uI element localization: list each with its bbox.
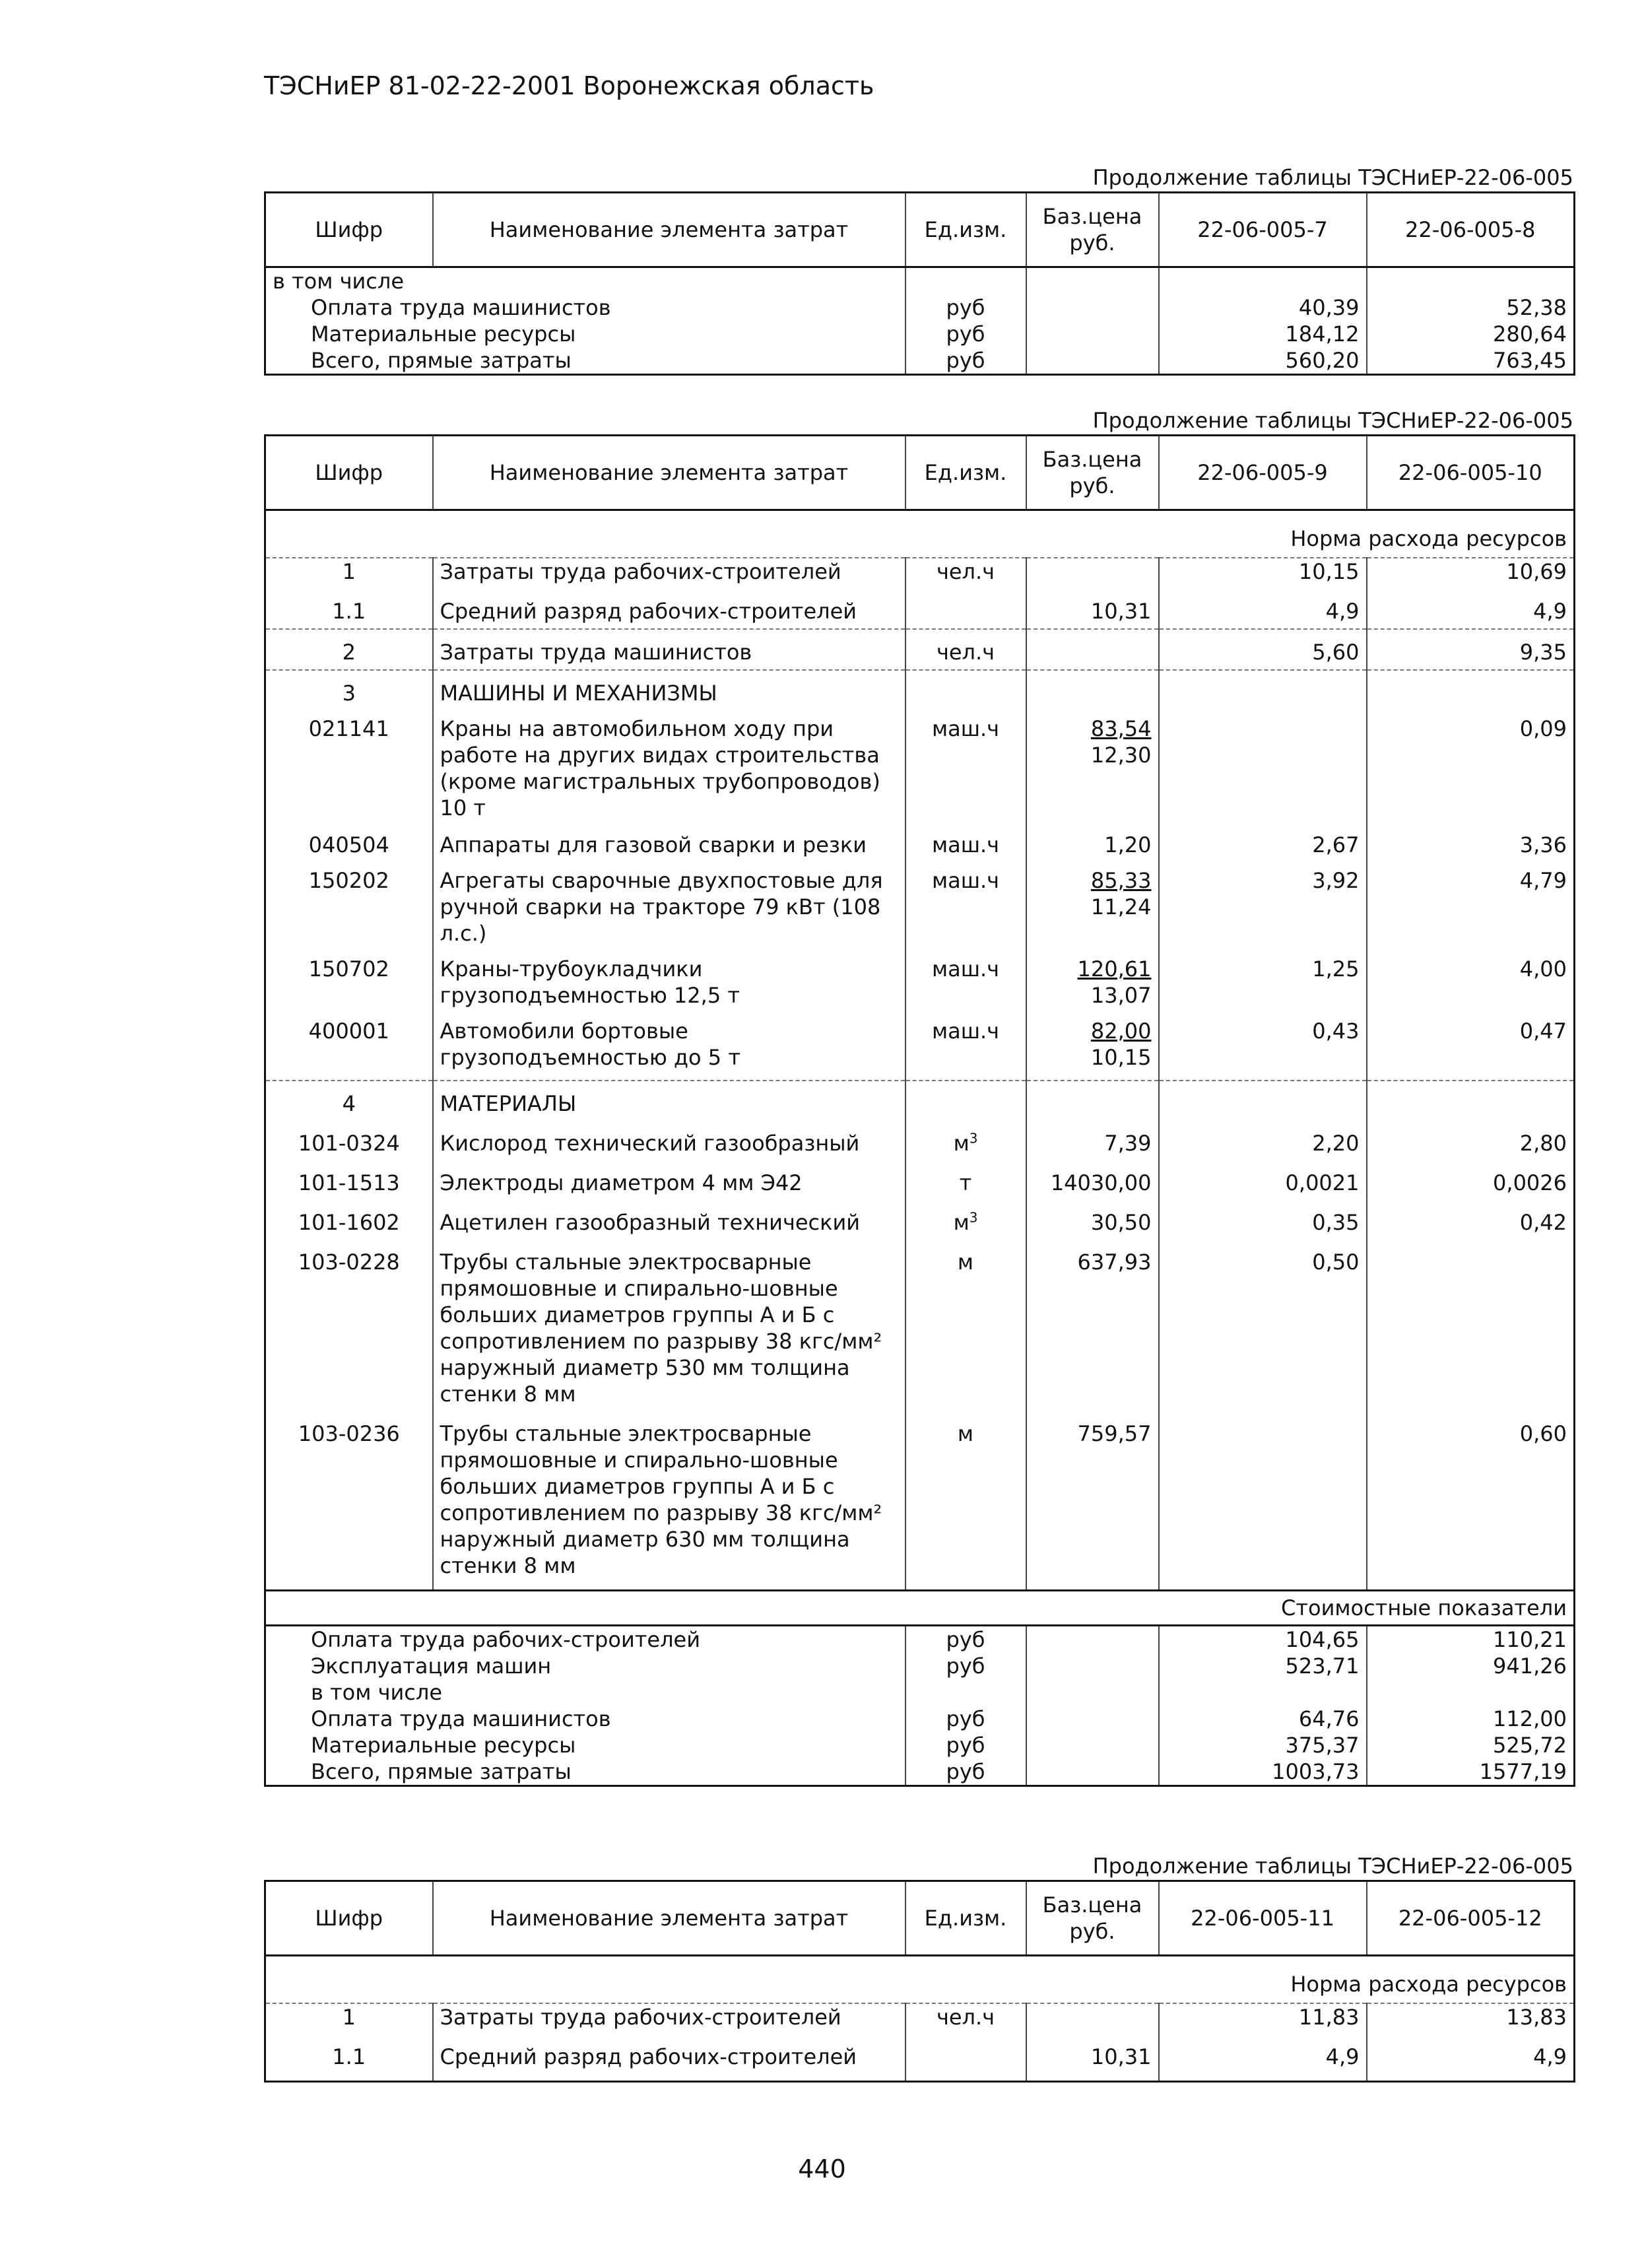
value-a: 523,71 (1159, 1653, 1367, 1679)
value-b: 4,9 (1367, 2034, 1575, 2082)
row-name: Всего, прямые затраты (311, 1759, 572, 1784)
row-unit: т (959, 1170, 972, 1195)
row-name: Трубы стальные электросварные прямошовные и спирально-шовные больших диаметров группы А и Б с сопротивлением по разрыву 38 кгс/мм² наружный диаметр 530 мм толщина стенки 8 мм (433, 1236, 905, 1407)
row-price: 7,39 (1026, 1117, 1159, 1156)
value-a (1159, 1679, 1367, 1706)
value-b: 13,83 (1367, 2003, 1575, 2034)
row-code: 1 (265, 2003, 433, 2034)
section-label: Норма расхода ресурсов (1290, 526, 1567, 551)
value-b: 110,21 (1367, 1626, 1575, 1653)
table-row (265, 1407, 1575, 1591)
row-name: Оплата труда машинистов (311, 1706, 611, 1731)
value-b: 763,45 (1367, 347, 1575, 375)
value-b: 52,38 (1367, 294, 1575, 321)
section-header-materials (265, 1081, 1575, 1117)
row-code: 1 (265, 558, 433, 589)
row-code: 3 (265, 670, 433, 706)
table-row (265, 1706, 1575, 1732)
row-name: Эксплуатация машин (311, 1653, 552, 1679)
row-price-operator: 11,24 (1090, 894, 1152, 919)
row-price: 30,50 (1026, 1196, 1159, 1236)
table-row (265, 1732, 1575, 1758)
row-unit: чел.ч (905, 558, 1026, 589)
row-price: 1,20 (1026, 822, 1159, 858)
table-row (265, 1626, 1575, 1653)
row-code: 4 (265, 1081, 433, 1117)
value-a: 375,37 (1159, 1732, 1367, 1758)
row-unit: маш.ч (905, 822, 1026, 858)
page-number: 440 (798, 2154, 846, 2184)
value-b: 2,80 (1367, 1117, 1575, 1156)
table-row (265, 347, 1575, 375)
table-row (265, 706, 1575, 822)
header-name: Наименование элемента затрат (433, 193, 905, 267)
unit-superscript: 3 (969, 1130, 978, 1147)
table-row (265, 1196, 1575, 1236)
row-unit: чел.ч (905, 629, 1026, 670)
value-b: 0,09 (1367, 706, 1575, 822)
header-name: Наименование элемента затрат (433, 436, 905, 510)
row-name: Материальные ресурсы (311, 321, 576, 347)
value-a: 1003,73 (1159, 1758, 1367, 1786)
value-b: 4,9 (1367, 589, 1575, 629)
value-b: 941,26 (1367, 1653, 1575, 1679)
table-row (265, 858, 1575, 947)
row-name: Трубы стальные электросварные прямошовные и спирально-шовные больших диаметров группы А и Б с сопротивлением по разрыву 38 кгс/мм² наружный диаметр 630 мм толщина стенки 8 мм (433, 1407, 905, 1591)
row-unit: руб (905, 1706, 1026, 1732)
row-price (1026, 558, 1159, 589)
resource-table-2 (264, 434, 1575, 1787)
header-unit: Ед.изм. (905, 436, 1026, 510)
value-a (1159, 706, 1367, 822)
value-a: 1,25 (1159, 947, 1367, 1009)
row-name: в том числе (311, 1680, 442, 1705)
row-unit: м (957, 1421, 974, 1446)
value-a: 10,15 (1159, 558, 1367, 589)
row-price: 85,33 (1090, 868, 1152, 893)
value-a: 560,20 (1159, 347, 1367, 375)
value-b: 1577,19 (1367, 1758, 1575, 1786)
value-a: 64,76 (1159, 1706, 1367, 1732)
table-caption: Продолжение таблицы ТЭСНиЕР-22-06-005 (1092, 165, 1573, 190)
value-a: 2,20 (1159, 1117, 1367, 1156)
header-price: Баз.цена руб. (1026, 436, 1159, 510)
value-b: 280,64 (1367, 321, 1575, 347)
header-code: Шифр (265, 1881, 433, 1956)
table-row (265, 558, 1575, 589)
value-a: 4,9 (1159, 589, 1367, 629)
row-price: 14030,00 (1026, 1156, 1159, 1196)
row-code: 101-1602 (298, 1210, 400, 1235)
table-row (265, 294, 1575, 321)
value-a: 0,43 (1159, 1009, 1367, 1081)
row-name: Средний разряд рабочих-строителей (433, 2034, 905, 2082)
value-b: 0,42 (1367, 1196, 1575, 1236)
row-name: Затраты труда рабочих-строителей (433, 558, 905, 589)
row-name: Материальные ресурсы (311, 1733, 576, 1758)
row-unit: м (957, 1250, 974, 1275)
row-unit: руб (905, 347, 1026, 375)
row-unit: маш.ч (905, 858, 1026, 947)
row-name: Аппараты для газовой сварки и резки (433, 822, 905, 858)
table-row (265, 2003, 1575, 2034)
row-unit: м (953, 1131, 970, 1156)
row-code: 2 (265, 629, 433, 670)
table-row (265, 1653, 1575, 1679)
unit-superscript: 3 (969, 1209, 978, 1226)
section-label: Стоимостные показатели (265, 1591, 1575, 1626)
table-row (265, 589, 1575, 629)
row-price: 10,31 (1026, 2034, 1159, 2082)
table-row (265, 1156, 1575, 1196)
row-name: Электроды диаметром 4 мм Э42 (433, 1156, 905, 1196)
row-unit: руб (905, 294, 1026, 321)
document-header: ТЭСНиЕР 81-02-22-2001 Воронежская область (264, 71, 874, 100)
row-code: 103-0228 (298, 1250, 400, 1275)
header-unit: Ед.изм. (905, 193, 1026, 267)
table-caption: Продолжение таблицы ТЭСНиЕР-22-06-005 (1092, 408, 1573, 433)
row-unit: м (953, 1210, 970, 1235)
table-row (265, 629, 1575, 670)
row-code: 021141 (308, 716, 389, 741)
header-price: Баз.цена руб. (1026, 1881, 1159, 1956)
value-a: 40,39 (1159, 294, 1367, 321)
value-a: 0,0021 (1159, 1156, 1367, 1196)
header-col-b: 22-06-005-12 (1367, 1881, 1575, 1956)
section-label: Норма расхода ресурсов (1290, 1972, 1567, 1997)
value-b: 10,69 (1367, 558, 1575, 589)
row-unit: маш.ч (905, 1009, 1026, 1081)
row-price-operator: 12,30 (1090, 743, 1152, 768)
value-b: 0,60 (1367, 1407, 1575, 1591)
row-code: 101-0324 (298, 1131, 400, 1156)
section-header-machines (265, 670, 1575, 706)
row-price: 10,31 (1026, 589, 1159, 629)
row-price: 637,93 (1026, 1236, 1159, 1407)
row-unit: маш.ч (905, 947, 1026, 1009)
resource-table-1 (264, 191, 1575, 376)
row-name: в том числе (273, 269, 404, 294)
row-code: 101-1513 (298, 1170, 400, 1195)
table-row (265, 947, 1575, 1009)
row-name: Ацетилен газообразный технический (433, 1196, 905, 1236)
row-name: Затраты труда машинистов (433, 629, 905, 670)
header-col-a: 22-06-005-7 (1159, 193, 1367, 267)
row-code: 1.1 (332, 599, 366, 624)
header-name: Наименование элемента затрат (433, 1881, 905, 1956)
resource-table-3 (264, 1880, 1575, 2083)
row-unit: руб (905, 1653, 1026, 1679)
section-title: МАШИНЫ И МЕХАНИЗМЫ (433, 670, 905, 706)
header-price: Баз.цена руб. (1026, 193, 1159, 267)
section-title: МАТЕРИАЛЫ (433, 1081, 905, 1117)
table-row (265, 1679, 1575, 1706)
value-b: 4,00 (1367, 947, 1575, 1009)
value-b: 0,0026 (1367, 1156, 1575, 1196)
value-b: 112,00 (1367, 1706, 1575, 1732)
row-name: Краны на автомобильном ходу при работе на других видах строительства (кроме магистральных трубопроводов) 10 т (433, 706, 905, 822)
row-name: Агрегаты сварочные двухпостовые для ручной сварки на тракторе 79 кВт (108 л.с.) (433, 858, 905, 947)
table-row (265, 2034, 1575, 2082)
row-code: 150202 (308, 868, 389, 893)
row-unit: руб (905, 1732, 1026, 1758)
row-unit: руб (905, 321, 1026, 347)
row-name: Кислород технический газообразный (433, 1117, 905, 1156)
row-unit (905, 2034, 1026, 2082)
row-price: 120,61 (1077, 956, 1152, 982)
row-code: 400001 (308, 1018, 389, 1044)
row-price-operator: 10,15 (1090, 1045, 1152, 1070)
table-caption: Продолжение таблицы ТЭСНиЕР-22-06-005 (1092, 1853, 1573, 1879)
value-a: 5,60 (1159, 629, 1367, 670)
value-b: 9,35 (1367, 629, 1575, 670)
row-price (1026, 2003, 1159, 2034)
value-b (1367, 1679, 1575, 1706)
row-name: Всего, прямые затраты (311, 348, 572, 373)
value-a (1159, 1407, 1367, 1591)
row-name: Средний разряд рабочих-строителей (433, 589, 905, 629)
row-code: 150702 (308, 956, 389, 982)
value-a: 184,12 (1159, 321, 1367, 347)
value-b (1367, 1236, 1575, 1407)
header-col-a: 22-06-005-11 (1159, 1881, 1367, 1956)
value-a: 3,92 (1159, 858, 1367, 947)
row-price: 759,57 (1026, 1407, 1159, 1591)
row-code: 040504 (308, 832, 389, 857)
header-unit: Ед.изм. (905, 1881, 1026, 1956)
row-code: 1.1 (332, 2044, 366, 2069)
row-unit: маш.ч (905, 706, 1026, 822)
table-row (265, 267, 1575, 295)
row-unit: руб (905, 1626, 1026, 1653)
value-b: 0,47 (1367, 1009, 1575, 1081)
row-name: Оплата труда машинистов (311, 295, 611, 320)
row-name: Автомобили бортовые грузоподъемностью до 5 т (433, 1009, 905, 1081)
header-col-b: 22-06-005-10 (1367, 436, 1575, 510)
row-code: 103-0236 (298, 1421, 400, 1446)
row-unit: руб (905, 1758, 1026, 1786)
value-a: 0,35 (1159, 1196, 1367, 1236)
header-code: Шифр (265, 436, 433, 510)
row-name: Краны-трубоукладчики грузоподъемностью 12,5 т (433, 947, 905, 1009)
value-a: 0,50 (1159, 1236, 1367, 1407)
row-price: 83,54 (1090, 716, 1152, 741)
value-b: 525,72 (1367, 1732, 1575, 1758)
row-price-operator: 13,07 (1090, 983, 1152, 1008)
value-a: 4,9 (1159, 2034, 1367, 2082)
value-a: 2,67 (1159, 822, 1367, 858)
table-row (265, 1009, 1575, 1081)
header-code: Шифр (265, 193, 433, 267)
header-col-b: 22-06-005-8 (1367, 193, 1575, 267)
table-row (265, 1758, 1575, 1786)
header-col-a: 22-06-005-9 (1159, 436, 1367, 510)
table-row (265, 1236, 1575, 1407)
row-price: 82,00 (1090, 1018, 1152, 1044)
table-row (265, 321, 1575, 347)
value-a: 104,65 (1159, 1626, 1367, 1653)
row-unit: чел.ч (905, 2003, 1026, 2034)
value-a: 11,83 (1159, 2003, 1367, 2034)
row-price (1026, 629, 1159, 670)
table-row (265, 1117, 1575, 1156)
row-name: Оплата труда рабочих-строителей (265, 1626, 905, 1653)
value-b: 3,36 (1367, 822, 1575, 858)
value-b: 4,79 (1367, 858, 1575, 947)
row-name: Затраты труда рабочих-строителей (433, 2003, 905, 2034)
row-unit (905, 589, 1026, 629)
row-unit (905, 1679, 1026, 1706)
table-row (265, 822, 1575, 858)
